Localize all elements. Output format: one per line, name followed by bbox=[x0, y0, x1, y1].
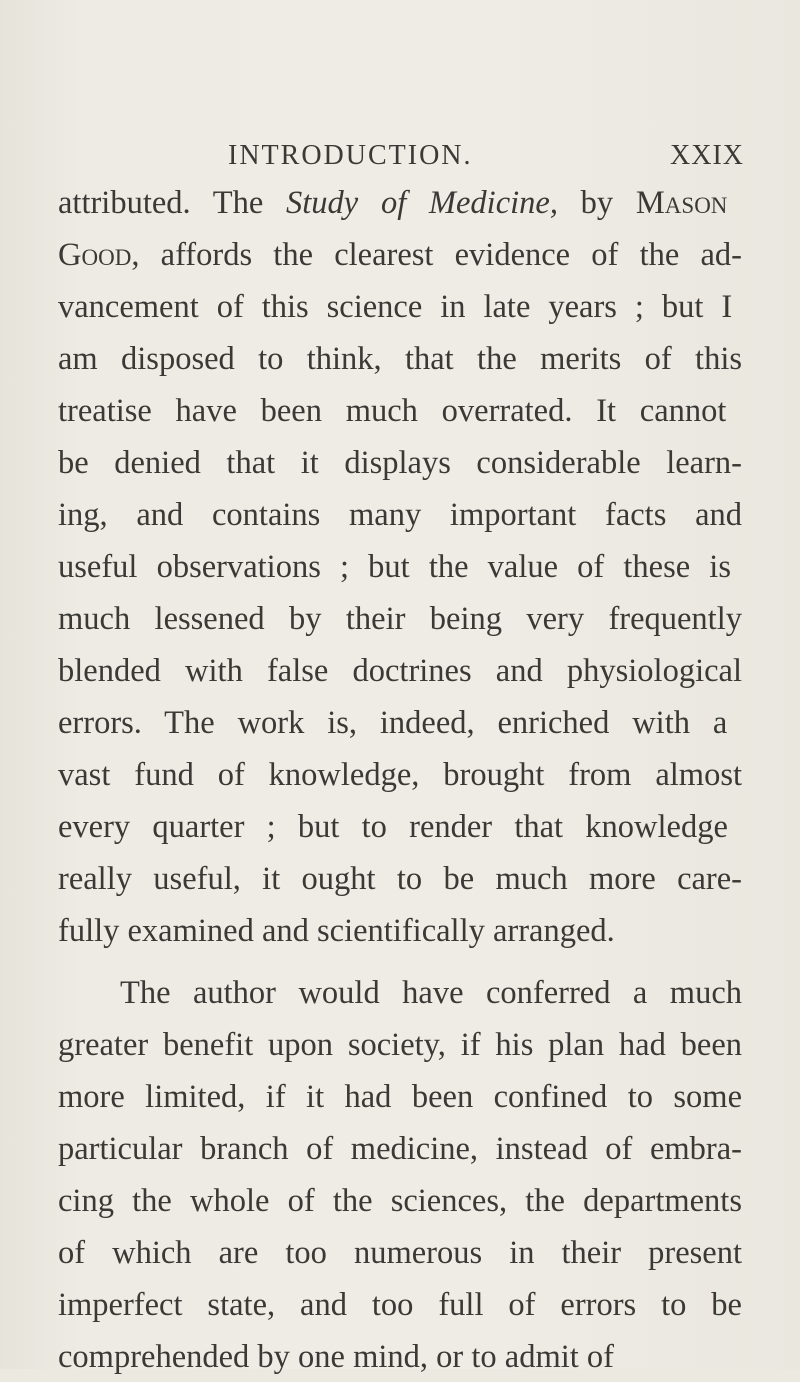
text-line: am disposed to think, that the merits of this bbox=[58, 341, 742, 377]
text-line: more limited, if it had been confined to some bbox=[58, 1079, 742, 1115]
page-number: XXIX bbox=[670, 140, 744, 171]
text-line: every quarter ; but to render that knowledge bbox=[58, 809, 728, 845]
running-head-title: INTRODUCTION. bbox=[228, 140, 473, 171]
text-line: blended with false doctrines and physiological bbox=[58, 653, 742, 689]
text-line: greater benefit upon society, if his plan had been bbox=[58, 1027, 742, 1063]
text-line: particular branch of medicine, instead of embra- bbox=[58, 1131, 742, 1167]
text-line: errors. The work is, indeed, enriched with a bbox=[58, 705, 728, 741]
text-line: comprehended by one mind, or to admit of bbox=[58, 1339, 614, 1375]
running-head bbox=[0, 140, 800, 180]
text-line: Good, affords the clearest evidence of the ad- bbox=[58, 237, 742, 273]
text-line: treatise have been much overrated. It cannot bbox=[58, 393, 727, 429]
text-line: fully examined and scientifically arranged. bbox=[58, 913, 615, 949]
author-name-smallcaps: Mason bbox=[635, 185, 728, 221]
text-line: be denied that it displays considerable learn- bbox=[58, 445, 742, 481]
book-title-italic: Study of Medicine, bbox=[286, 185, 558, 221]
paragraph-first-line: The author would have conferred a much bbox=[120, 975, 742, 1011]
text-line: vancement of this science in late years ; but I bbox=[58, 289, 733, 325]
text-line: useful observations ; but the value of these is bbox=[58, 549, 731, 585]
text-line: really useful, it ought to be much more care- bbox=[58, 861, 742, 897]
text-line: imperfect state, and too full of errors to be bbox=[58, 1287, 742, 1323]
text-line: much lessened by their being very frequently bbox=[58, 601, 742, 637]
text-line: of which are too numerous in their present bbox=[58, 1235, 742, 1271]
author-name-smallcaps: Good bbox=[58, 237, 132, 273]
text-line: ing, and contains many important facts and bbox=[58, 497, 742, 533]
text-line: vast fund of knowledge, brought from almost bbox=[58, 757, 742, 793]
text-line: cing the whole of the sciences, the departments bbox=[58, 1183, 742, 1219]
text-line: attributed. The Study of Medicine, by Mason bbox=[58, 185, 728, 221]
